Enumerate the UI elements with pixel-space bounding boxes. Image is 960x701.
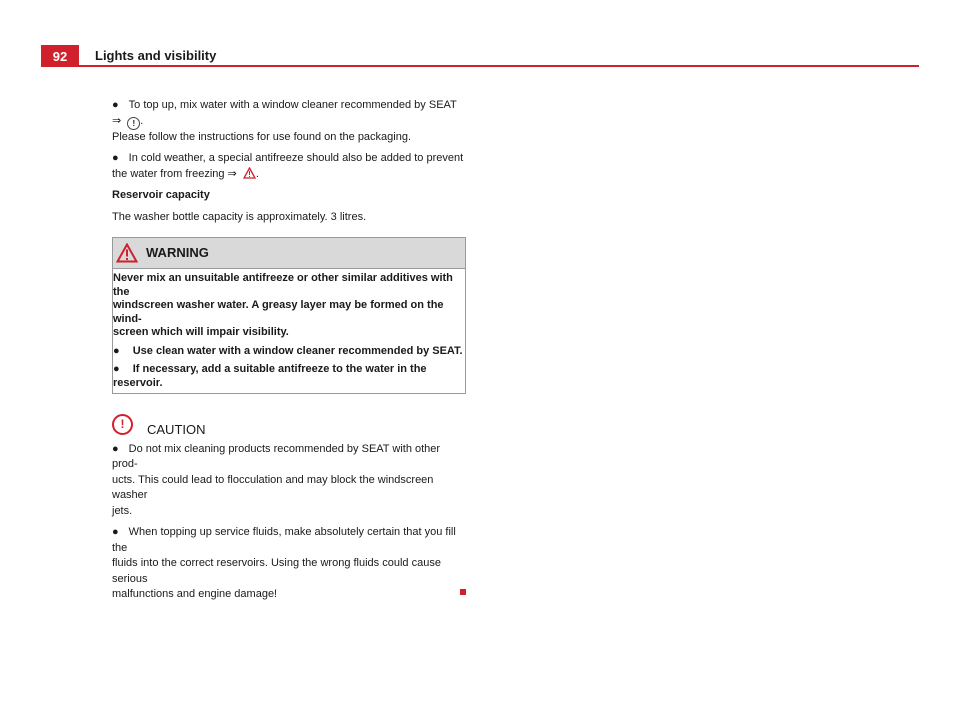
warning-title: WARNING <box>146 245 209 261</box>
bullet1-end: . <box>140 114 144 127</box>
warning-line2: windscreen washer water. A greasy layer may be formed on the wind- <box>113 299 444 325</box>
content-column <box>112 98 468 609</box>
caution-b2-line1: When topping up service fluids, make absolutely certain that you fill the <box>112 526 456 554</box>
caution-b2-line3: malfunctions and engine damage! <box>112 588 278 600</box>
bullet2-line1: In cold weather, a special antifreeze should also be added to prevent <box>128 152 464 164</box>
warning-header <box>113 238 465 269</box>
caution-title: CAUTION <box>147 422 206 437</box>
caution-header <box>112 412 468 438</box>
warning-bullet-2 <box>113 363 465 390</box>
caution-b1-line3: jets. <box>112 504 133 517</box>
header-rule <box>79 65 919 67</box>
paragraph-top-up <box>112 98 468 145</box>
section-title: Lights and visibility <box>95 48 217 63</box>
warning-text <box>113 272 465 340</box>
bullet2-line2: the water from freezing ⇒ <box>112 167 237 180</box>
warning-ref-icon <box>243 167 256 179</box>
warning-line1: Never mix an unsuitable antifreeze or other similar additives with the <box>113 272 453 298</box>
warning-bullet2-text: If necessary, add a suitable antifreeze to the water in the reservoir. <box>113 363 427 389</box>
caution-b2-line2: fluids into the correct reservoirs. Using the wrong fluids could cause serious <box>112 557 441 585</box>
warning-bullet1-text: Use clean water with a window cleaner recommended by SEAT. <box>132 344 463 357</box>
paragraph-cold-weather <box>112 151 468 182</box>
bullet1-line2: Please follow the instructions for use found on the packaging. <box>112 130 412 143</box>
warning-triangle-icon <box>116 243 138 263</box>
reservoir-text: The washer bottle capacity is approximately. 3 litres. <box>112 210 367 223</box>
caution-ref-icon: ! <box>127 117 140 130</box>
section-end-marker <box>460 589 466 595</box>
bullet-dot: ● <box>113 363 120 375</box>
bullet-dot: ● <box>112 442 119 455</box>
bullet-dot: ● <box>112 526 119 538</box>
bullet-dot: ● <box>112 152 119 164</box>
warning-body <box>113 269 465 393</box>
caution-b1-line2: ucts. This could lead to flocculation and may block the windscreen washer <box>112 473 434 501</box>
warning-bullet-1 <box>113 345 465 359</box>
warning-box <box>112 237 466 394</box>
caution-bullet-2 <box>112 525 468 603</box>
reservoir-heading: Reservoir capacity <box>112 189 210 201</box>
caution-bullet-1 <box>112 442 468 520</box>
bullet1-text: To top up, mix water with a window cleaner recommended by SEAT ⇒ <box>112 99 457 127</box>
bullet-dot: ● <box>112 99 119 111</box>
bullet2-end: . <box>255 167 259 180</box>
bullet-dot: ● <box>113 344 120 357</box>
page-number: 92 <box>41 45 79 67</box>
caution-b1-line1: Do not mix cleaning products recommended by SEAT with other prod- <box>112 442 441 470</box>
caution-circle-icon: ! <box>112 414 133 435</box>
warning-line3: screen which will impair visibility. <box>113 326 289 338</box>
